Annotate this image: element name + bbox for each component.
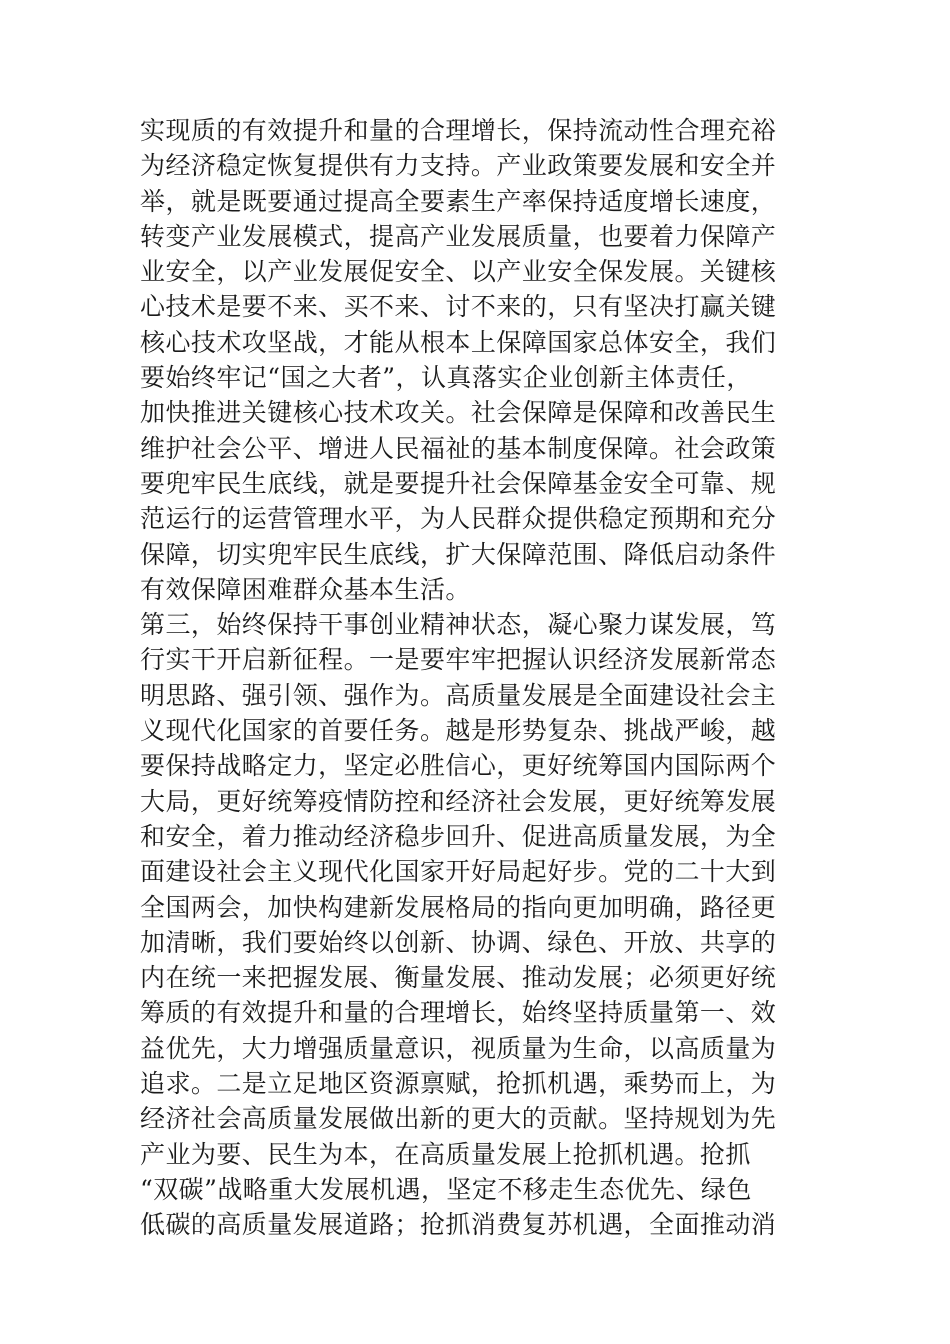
text-line: 面建设社会主义现代化国家开好局起好步。党的二十大到	[140, 857, 777, 887]
text-line: 范运行的运营管理水平，为人民群众提供稳定预期和充分	[140, 504, 777, 534]
text-line: 举，就是既要通过提高全要素生产率保持适度增长速度，	[140, 186, 777, 216]
text-line: 益优先，大力增强质量意识，视质量为生命，以高质量为	[140, 1033, 777, 1063]
text-line: 追求。二是立足地区资源禀赋，抢抓机遇，乘势而上，为	[140, 1069, 777, 1099]
text-line: “双碳”战略重大发展机遇，坚定不移走生态优先、绿色	[140, 1174, 752, 1204]
text-line: 有效保障困难群众基本生活。	[140, 574, 471, 604]
text-line: 内在统一来把握发展、衡量发展、推动发展；必须更好统	[140, 963, 777, 993]
text-line: 低碳的高质量发展道路；抢抓消费复苏机遇，全面推动消	[140, 1210, 777, 1240]
text-line: 义现代化国家的首要任务。越是形势复杂、挑战严峻，越	[140, 716, 777, 746]
text-line: 实现质的有效提升和量的合理增长，保持流动性合理充裕	[140, 116, 777, 145]
text-line: 业安全，以产业发展促安全、以产业安全保发展。关键核	[140, 257, 777, 287]
text-line: 加清晰，我们要始终以创新、协调、绿色、开放、共享的	[140, 927, 777, 957]
text-line: 行实干开启新征程。一是要牢牢把握认识经济发展新常态	[140, 645, 777, 675]
body-text	[140, 113, 815, 1243]
text-line: 要始终牢记“国之大者”，认真落实企业创新主体责任，	[140, 363, 752, 393]
text-line: 大局，更好统筹疫情防控和经济社会发展，更好统筹发展	[140, 786, 777, 816]
text-line: 核心技术攻坚战，才能从根本上保障国家总体安全，我们	[140, 327, 777, 357]
text-line: 为经济稳定恢复提供有力支持。产业政策要发展和安全并	[140, 151, 777, 181]
text-line: 要兜牢民生底线，就是要提升社会保障基金安全可靠、规	[140, 468, 777, 498]
text-line: 转变产业发展模式，提高产业发展质量，也要着力保障产	[140, 221, 777, 251]
text-line: 心技术是要不来、买不来、讨不来的，只有坚决打赢关键	[140, 292, 777, 322]
text-line: 加快推进关键核心技术攻关。社会保障是保障和改善民生	[140, 398, 777, 428]
text-line: 维护社会公平、增进人民福祉的基本制度保障。社会政策	[140, 433, 777, 463]
text-line: 保障，切实兜牢民生底线，扩大保障范围、降低启动条件	[140, 539, 777, 569]
text-line: 要保持战略定力，坚定必胜信心，更好统筹国内国际两个	[140, 751, 777, 781]
text-line: 全国两会，加快构建新发展格局的指向更加明确，路径更	[140, 892, 777, 922]
text-line: 经济社会高质量发展做出新的更大的贡献。坚持规划为先	[140, 1104, 777, 1134]
text-line: 产业为要、民生为本，在高质量发展上抢抓机遇。抢抓	[140, 1139, 751, 1169]
text-line: 第三，始终保持干事创业精神状态，凝心聚力谋发展，笃	[140, 610, 777, 640]
text-line: 筹质的有效提升和量的合理增长，始终坚持质量第一、效	[140, 998, 777, 1028]
text-line: 和安全，着力推动经济稳步回升、促进高质量发展，为全	[140, 821, 777, 851]
text-line: 明思路、强引领、强作为。高质量发展是全面建设社会主	[140, 680, 777, 710]
